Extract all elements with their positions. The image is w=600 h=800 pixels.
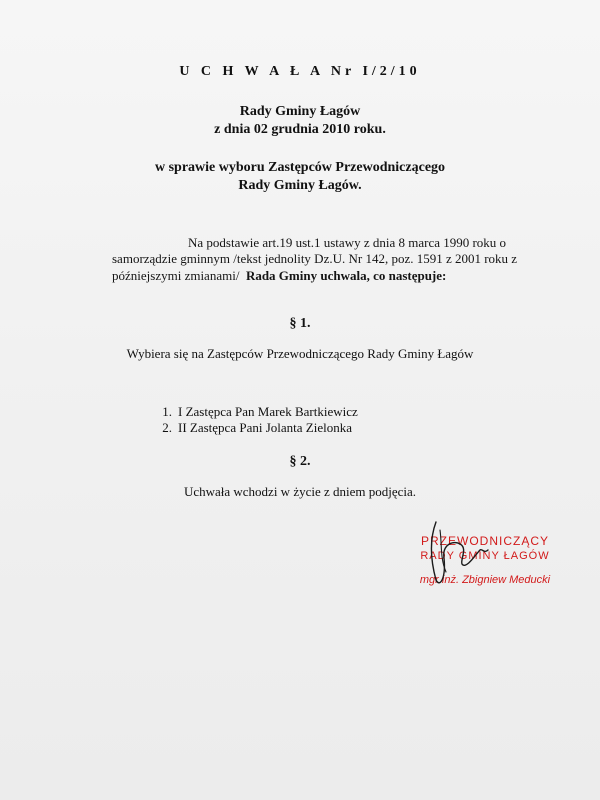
appointment-text: Wybiera się na Zastępców Przewodniczącego Rady Gminy Łagów — [126, 346, 474, 361]
subject-line-2: Rady Gminy Łagów. — [238, 178, 362, 193]
list-item-text: II Zastępca Pani Jolanta Zielonka — [178, 420, 352, 436]
council-resolves-text: Rada Gminy uchwala, co następuje: — [245, 267, 447, 283]
resolution-date: z dnia 02 grudnia 2010 roku. — [214, 122, 386, 137]
deputies-list — [150, 404, 470, 437]
legal-basis-text: Na podstawie art.19 ust.1 ustawy z dnia 8 marca 1990 roku o samorządzie gminnym /tekst jednolity Dz.U. Nr 142, poz. 1591 z 2001 roku z późniejszymi zmianami/ — [112, 235, 518, 283]
list-item-number: 1. — [162, 404, 172, 419]
list-item — [150, 420, 470, 436]
list-item — [150, 404, 470, 420]
list-item-text: I Zastępca Pan Marek Bartkiewicz — [178, 404, 358, 419]
list-item-number: 2. — [162, 420, 172, 436]
section-2-heading: § 2. — [289, 454, 311, 469]
stamp-signatory-name: mgr inż. Zbigniew Meducki — [419, 574, 551, 586]
effective-date-text: Uchwała wchodzi w życie z dniem podjęcia. — [183, 484, 417, 499]
chairman-stamp — [380, 518, 590, 638]
resolution-title: U C H W A Ł A Nr I/2/10 — [179, 64, 421, 79]
section-1-heading: § 1. — [289, 316, 311, 331]
legal-basis-paragraph — [112, 235, 522, 284]
stamp-council: RADY GMINY ŁAGÓW — [420, 550, 550, 562]
council-name: Rady Gminy Łagów — [239, 104, 361, 119]
subject-line-1: w sprawie wyboru Zastępców Przewodniczącego — [154, 160, 446, 175]
stamp-title: PRZEWODNICZĄCY — [421, 534, 549, 548]
